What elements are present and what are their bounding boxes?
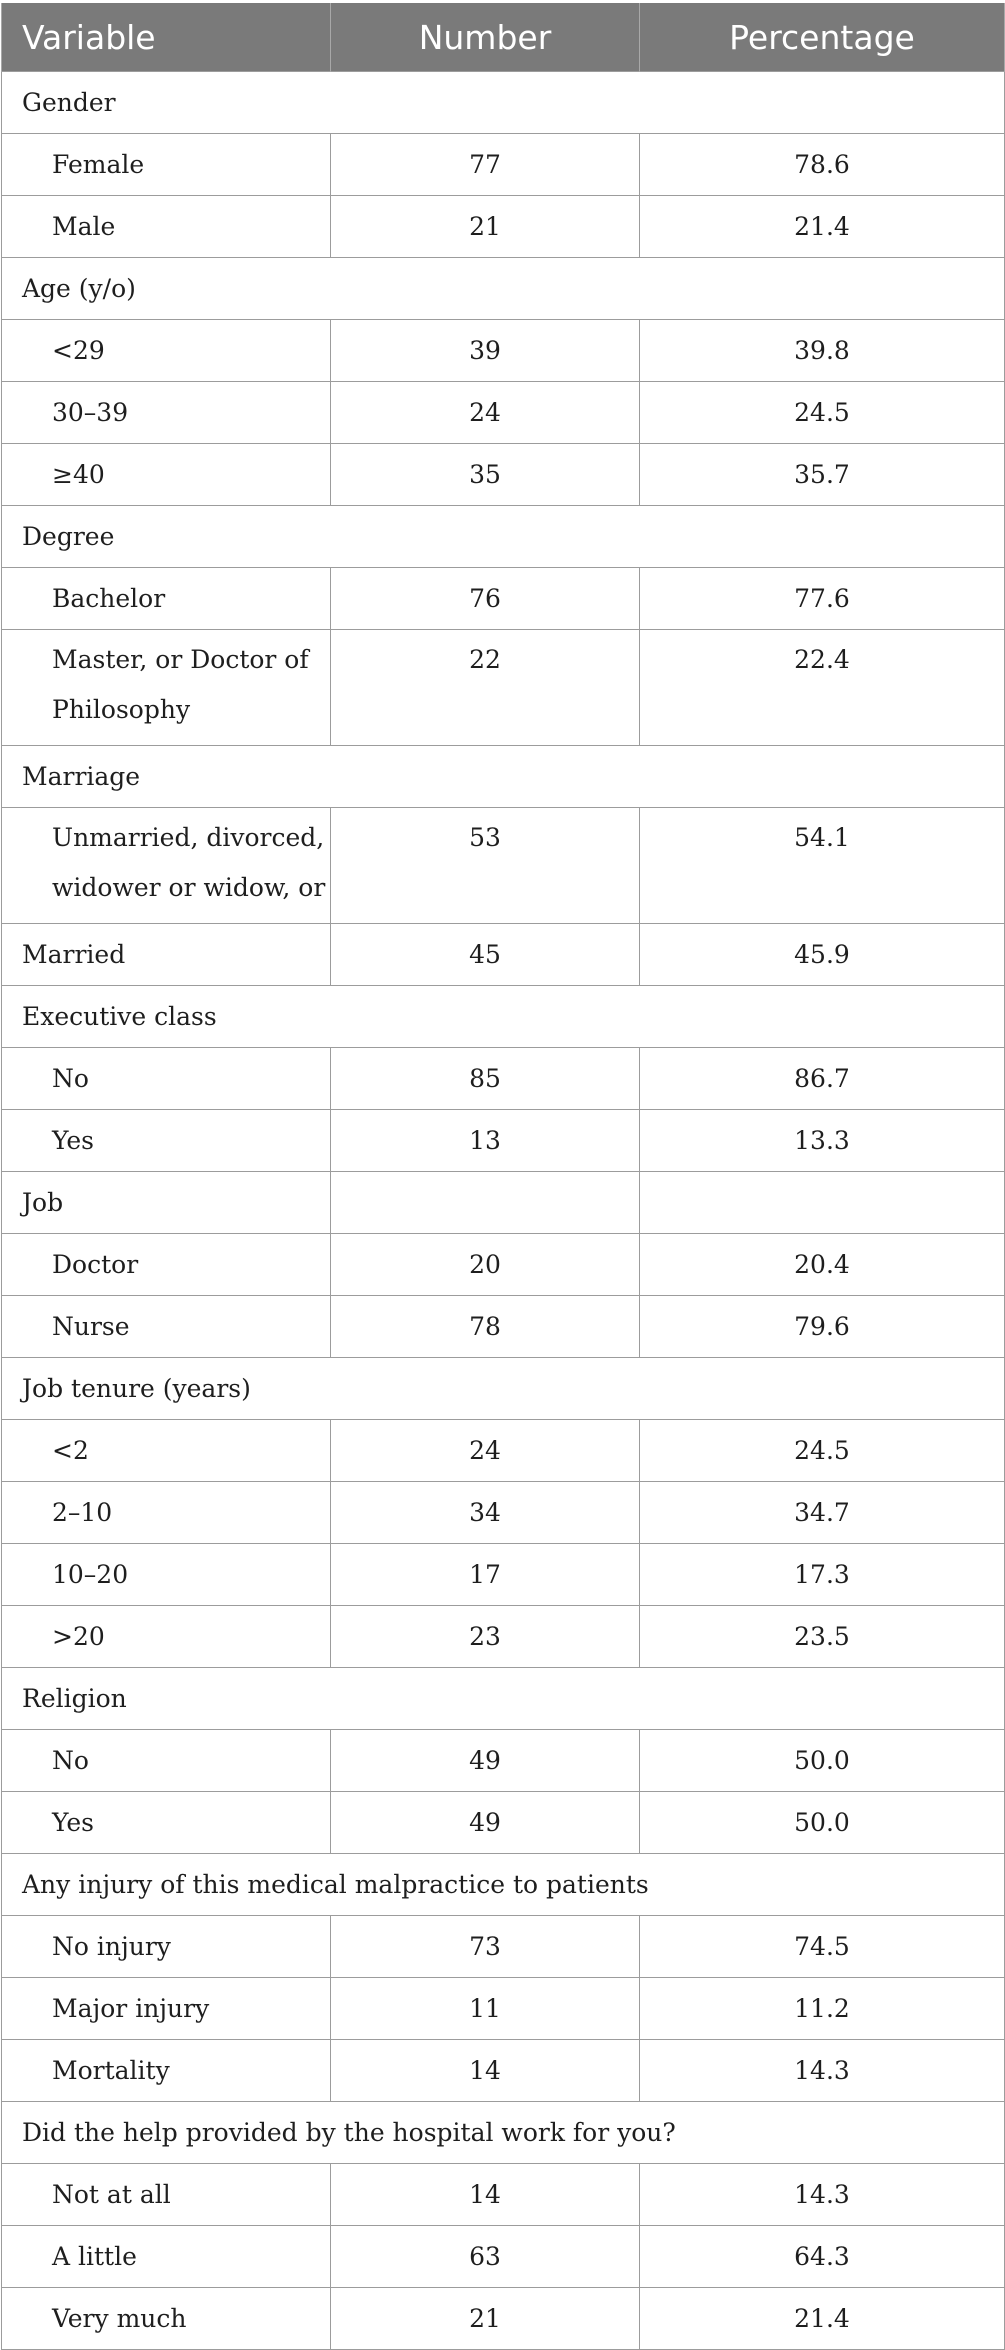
- group-row: [2, 746, 1005, 808]
- row-percentage: 39.8: [640, 320, 1005, 382]
- row-number: 35: [331, 444, 640, 506]
- header-percentage: Percentage: [640, 3, 1005, 72]
- row-label: Yes: [2, 1792, 331, 1854]
- table-row: [2, 1606, 1005, 1668]
- group-label: Marriage: [2, 746, 1005, 808]
- group-label: Job: [2, 1172, 331, 1234]
- table-row: [2, 2164, 1005, 2226]
- row-number: 53: [331, 808, 640, 924]
- empty-cell: [640, 1172, 1005, 1234]
- header-variable: Variable: [2, 3, 331, 72]
- table-row: [2, 924, 1005, 986]
- row-number: 76: [331, 568, 640, 630]
- row-label: Doctor: [2, 1234, 331, 1296]
- row-percentage: 17.3: [640, 1544, 1005, 1606]
- row-label: No: [2, 1048, 331, 1110]
- header-row: [2, 3, 1005, 72]
- group-row: [2, 1668, 1005, 1730]
- row-label: Male: [2, 196, 331, 258]
- table-row: [2, 320, 1005, 382]
- row-number: 77: [331, 134, 640, 196]
- table-row: [2, 2226, 1005, 2288]
- row-percentage: 79.6: [640, 1296, 1005, 1358]
- table-row: [2, 1420, 1005, 1482]
- table-row: [2, 2288, 1005, 2350]
- group-label: Gender: [2, 72, 1005, 134]
- table-row: [2, 1544, 1005, 1606]
- table-row: [2, 568, 1005, 630]
- row-percentage: 24.5: [640, 382, 1005, 444]
- table-row: [2, 808, 1005, 924]
- group-label: Degree: [2, 506, 1005, 568]
- row-label: A little: [2, 2226, 331, 2288]
- row-label: <29: [2, 320, 331, 382]
- row-number: 21: [331, 2288, 640, 2350]
- empty-cell: [331, 1172, 640, 1234]
- row-label: Major injury: [2, 1978, 331, 2040]
- row-label: No injury: [2, 1916, 331, 1978]
- table-header: [2, 3, 1005, 72]
- row-percentage: 14.3: [640, 2040, 1005, 2102]
- table-row: [2, 630, 1005, 746]
- group-label: Job tenure (years): [2, 1358, 1005, 1420]
- group-label: Executive class: [2, 986, 1005, 1048]
- group-label: Any injury of this medical malpractice to patients: [2, 1854, 1005, 1916]
- row-label: Very much: [2, 2288, 331, 2350]
- row-label: 30–39: [2, 382, 331, 444]
- row-label: 10–20: [2, 1544, 331, 1606]
- group-row: [2, 1358, 1005, 1420]
- row-number: 21: [331, 196, 640, 258]
- row-number: 14: [331, 2040, 640, 2102]
- group-row: [2, 258, 1005, 320]
- table-body: [2, 72, 1005, 2350]
- table-row: [2, 382, 1005, 444]
- row-percentage: 14.3: [640, 2164, 1005, 2226]
- row-label: 2–10: [2, 1482, 331, 1544]
- row-percentage: 86.7: [640, 1048, 1005, 1110]
- header-number: Number: [331, 3, 640, 72]
- table-row: [2, 1048, 1005, 1110]
- row-number: 23: [331, 1606, 640, 1668]
- row-number: 14: [331, 2164, 640, 2226]
- group-label: Age (y/o): [2, 258, 1005, 320]
- group-row: [2, 2102, 1005, 2164]
- group-row: [2, 986, 1005, 1048]
- table-row: [2, 196, 1005, 258]
- row-label: Nurse: [2, 1296, 331, 1358]
- row-number: 45: [331, 924, 640, 986]
- row-number: 20: [331, 1234, 640, 1296]
- table-row: [2, 1730, 1005, 1792]
- row-percentage: 78.6: [640, 134, 1005, 196]
- row-percentage: 35.7: [640, 444, 1005, 506]
- row-percentage: 22.4: [640, 630, 1005, 746]
- data-table: [1, 3, 1005, 2350]
- row-number: 85: [331, 1048, 640, 1110]
- row-percentage: 64.3: [640, 2226, 1005, 2288]
- row-number: 22: [331, 630, 640, 746]
- row-label: <2: [2, 1420, 331, 1482]
- row-number: 24: [331, 382, 640, 444]
- row-number: 78: [331, 1296, 640, 1358]
- row-label: ≥40: [2, 444, 331, 506]
- table-row: [2, 1482, 1005, 1544]
- row-percentage: 11.2: [640, 1978, 1005, 2040]
- group-row: [2, 72, 1005, 134]
- row-number: 24: [331, 1420, 640, 1482]
- row-label: Not at all: [2, 2164, 331, 2226]
- row-percentage: 24.5: [640, 1420, 1005, 1482]
- row-number: 63: [331, 2226, 640, 2288]
- row-label: No: [2, 1730, 331, 1792]
- table-row: [2, 2040, 1005, 2102]
- row-number: 13: [331, 1110, 640, 1172]
- table-row: [2, 1916, 1005, 1978]
- row-percentage: 20.4: [640, 1234, 1005, 1296]
- row-percentage: 13.3: [640, 1110, 1005, 1172]
- row-number: 11: [331, 1978, 640, 2040]
- row-percentage: 74.5: [640, 1916, 1005, 1978]
- row-label: Unmarried, divorced, widower or widow, or: [2, 808, 331, 924]
- row-label: Female: [2, 134, 331, 196]
- row-label: Yes: [2, 1110, 331, 1172]
- table-row: [2, 134, 1005, 196]
- group-label: Religion: [2, 1668, 1005, 1730]
- table-row: [2, 1110, 1005, 1172]
- row-number: 34: [331, 1482, 640, 1544]
- row-label: Master, or Doctor of Philosophy: [2, 630, 331, 746]
- row-percentage: 34.7: [640, 1482, 1005, 1544]
- row-percentage: 50.0: [640, 1792, 1005, 1854]
- row-percentage: 54.1: [640, 808, 1005, 924]
- row-number: 49: [331, 1730, 640, 1792]
- group-row: [2, 506, 1005, 568]
- row-percentage: 77.6: [640, 568, 1005, 630]
- row-percentage: 21.4: [640, 196, 1005, 258]
- row-label: Bachelor: [2, 568, 331, 630]
- group-row: [2, 1854, 1005, 1916]
- table-row: [2, 1792, 1005, 1854]
- table-row: [2, 1296, 1005, 1358]
- table-row: [2, 1234, 1005, 1296]
- row-number: 17: [331, 1544, 640, 1606]
- row-percentage: 50.0: [640, 1730, 1005, 1792]
- row-number: 39: [331, 320, 640, 382]
- row-percentage: 45.9: [640, 924, 1005, 986]
- row-label: >20: [2, 1606, 331, 1668]
- row-label: Married: [2, 924, 331, 986]
- row-label: Mortality: [2, 2040, 331, 2102]
- table-row: [2, 1978, 1005, 2040]
- group-row: [2, 1172, 1005, 1234]
- row-number: 49: [331, 1792, 640, 1854]
- group-label: Did the help provided by the hospital work for you?: [2, 2102, 1005, 2164]
- table-row: [2, 444, 1005, 506]
- row-percentage: 23.5: [640, 1606, 1005, 1668]
- row-number: 73: [331, 1916, 640, 1978]
- row-percentage: 21.4: [640, 2288, 1005, 2350]
